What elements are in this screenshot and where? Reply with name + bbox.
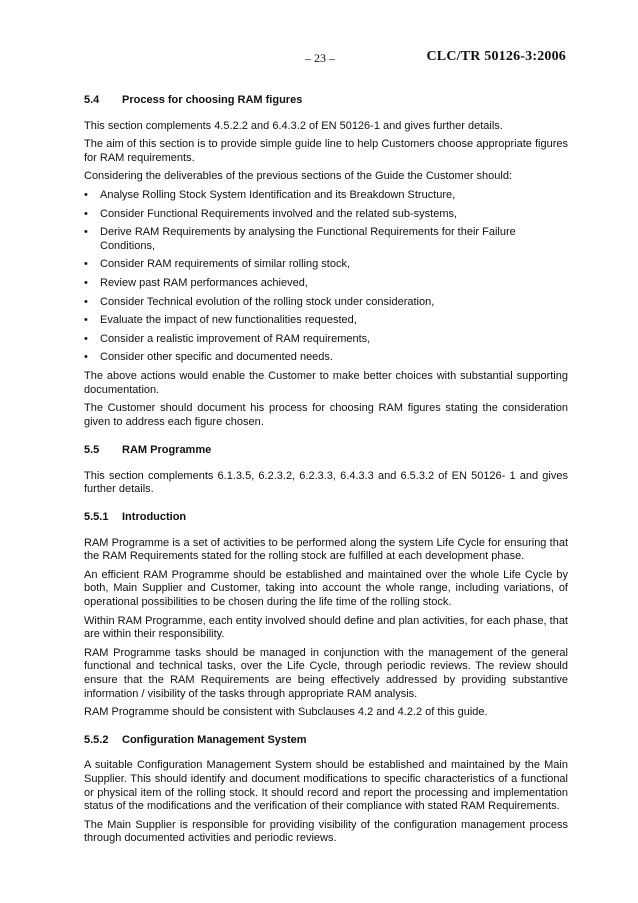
bullet-glyph: •	[84, 207, 88, 220]
paragraph: Considering the deliverables of the previous sections of the Guide the Customer should:	[84, 170, 513, 183]
bullet-glyph: •	[84, 332, 88, 345]
bullet-item	[84, 296, 568, 310]
bullet-glyph: •	[84, 188, 88, 201]
section-title: Configuration Management System	[122, 733, 307, 746]
page-content	[84, 94, 568, 846]
paragraph: The above actions would enable the Customer to make better choices with substantial supporting documentation.	[84, 369, 568, 396]
section-number: 5.4	[84, 94, 100, 106]
paragraph: RAM Programme is a set of activities to be performed along the system Life Cycle for ensuring that the RAM Requirements stated for the rolling stock are fulfilled at each development phase.	[84, 536, 568, 563]
section-5-5-heading	[84, 444, 568, 458]
bullet-text: Review past RAM performances achieved,	[100, 276, 308, 289]
bullet-text: Consider a realistic improvement of RAM requirements,	[100, 332, 371, 345]
paragraph: The Customer should document his process for choosing RAM figures stating the consideration given to address each figure chosen.	[84, 402, 568, 428]
bullet-glyph: •	[84, 226, 88, 239]
section-5-5-1-heading	[84, 511, 568, 525]
section-5-4-heading	[84, 94, 568, 108]
section-5-5-2-heading	[84, 734, 568, 748]
bullet-glyph: •	[84, 258, 88, 271]
section-number: 5.5.1	[84, 511, 109, 524]
paragraph: This section complements 4.5.2.2 and 6.4.3.2 of EN 50126-1 and gives further details.	[84, 119, 503, 132]
bullet-text: Consider RAM requirements of similar rolling stock,	[100, 258, 351, 271]
bullet-item	[84, 277, 568, 291]
bullet-text: Consider Technical evolution of the rolling stock under consideration,	[100, 295, 435, 308]
bullet-text: Consider Functional Requirements involved and the related sub-systems,	[100, 207, 458, 220]
bullet-item	[84, 208, 568, 222]
page-number: – 23 –	[305, 51, 335, 65]
bullet-glyph: •	[84, 314, 88, 327]
bullet-item	[84, 351, 568, 365]
bullet-glyph: •	[84, 351, 88, 364]
paragraph: An efficient RAM Programme should be established and maintained over the whole Life Cycle by both, Main Supplier and Customer, taking into account the whole range, including variations, of operational possibilities to be chosen during the life time of the rolling stock.	[84, 568, 568, 609]
section-number: 5.5	[84, 444, 100, 457]
document-id: CLC/TR 50126-3:2006	[426, 49, 566, 64]
section-title: RAM Programme	[122, 444, 212, 457]
bullet-glyph: •	[84, 295, 88, 308]
bullet-item	[84, 226, 568, 253]
section-number: 5.5.2	[84, 733, 109, 746]
paragraph: The Main Supplier is responsible for providing visibility of the configuration management process through documented activities and periodic reviews.	[84, 818, 568, 845]
paragraph: This section complements 6.1.3.5, 6.2.3.2, 6.2.3.3, 6.4.3.3 and 6.5.3.2 of EN 50126- 1 and gives further details.	[84, 469, 568, 496]
paragraph: A suitable Configuration Management System should be established and maintained by the Main Supplier. This should identify and document modifications to specific characteristics of a functional or physical item of the rolling stock. It should record and report the processing and implementation status of the modifications and the verification of their compliance with stated RAM Requirements.	[84, 759, 568, 813]
bullet-item	[84, 258, 568, 272]
bullet-text: Analyse Rolling Stock System Identification and its Breakdown Structure,	[100, 188, 456, 201]
bullet-text: Evaluate the impact of new functionalities requested,	[100, 314, 357, 327]
bullet-text: Consider other specific and documented needs.	[100, 351, 333, 364]
paragraph: The aim of this section is to provide simple guide line to help Customers choose appropriate figures for RAM requirements.	[84, 138, 568, 164]
paragraph: RAM Programme should be consistent with Subclauses 4.2 and 4.2.2 of this guide.	[84, 706, 488, 719]
paragraph: Within RAM Programme, each entity involved should define and plan activities, for each phase, that are within their responsibility.	[84, 614, 568, 641]
section-title: Introduction	[122, 511, 187, 524]
bullet-item	[84, 189, 568, 203]
bullet-text: Derive RAM Requirements by analysing the Functional Requirements for their Failure Conditions,	[100, 226, 516, 252]
bullet-glyph: •	[84, 276, 88, 289]
section-title: Process for choosing RAM figures	[122, 94, 303, 106]
bullet-item	[84, 333, 568, 347]
paragraph: RAM Programme tasks should be managed in conjunction with the management of the general functional and technical tasks, over the Life Cycle, through periodic reviews. The review should ensure that the RAM Requirements are being effectively addressed by providing substantive information / visibility of the tasks through appropriate RAM analysis.	[84, 646, 568, 700]
bullet-item	[84, 314, 568, 328]
